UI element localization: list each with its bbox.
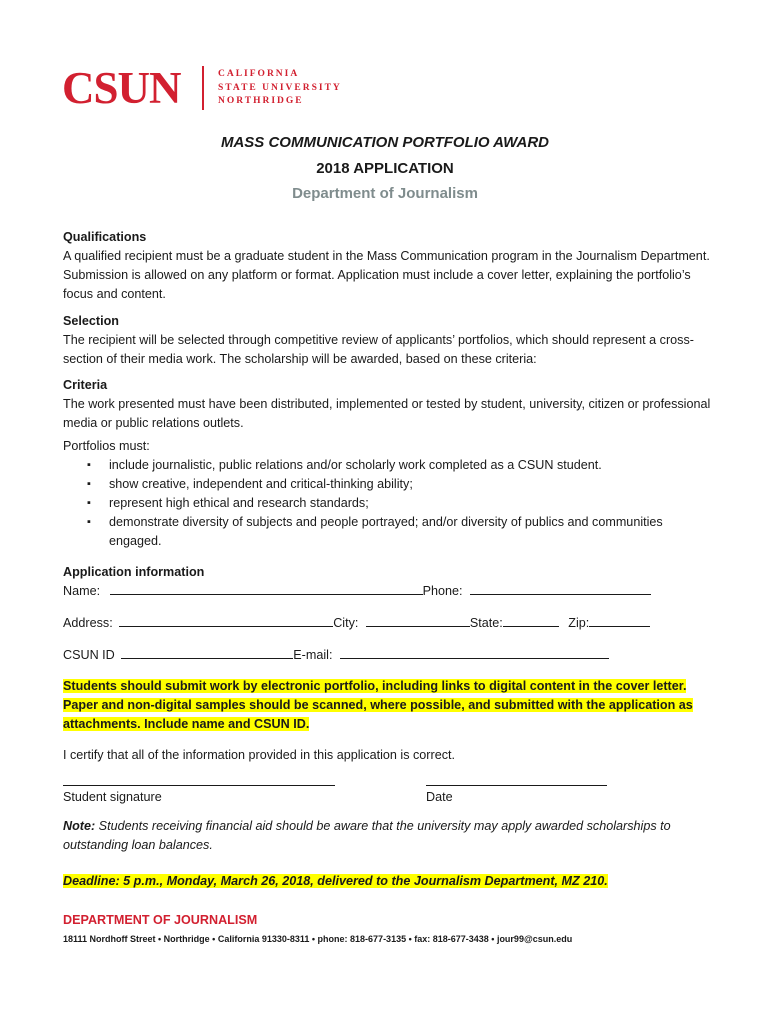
logo-divider (202, 66, 204, 110)
submission-instructions (63, 677, 713, 734)
zip-label: Zip: (568, 616, 590, 630)
criteria-list (63, 456, 713, 551)
qualifications-text: A qualified recipient must be a graduate student in the Mass Communication program in the Journalism Department. Submission is allowed on any platform or format. Application must include a cover letter, explaining the portfolio’s focus and content. (63, 249, 710, 301)
department-subtitle: Department of Journalism (292, 185, 478, 202)
phone-label: Phone: (422, 584, 463, 598)
csun-id-field[interactable] (121, 646, 293, 659)
footer-department: DEPARTMENT OF JOURNALISM (63, 913, 258, 927)
list-item: ▪ show creative, independent and critical-thinking ability; (63, 475, 713, 494)
id-email-row (63, 646, 609, 665)
application-info-heading: Application information (63, 565, 205, 579)
criteria-heading: Criteria (63, 378, 108, 392)
state-field[interactable] (503, 614, 559, 627)
financial-aid-note (63, 817, 723, 855)
selection-text: The recipient will be selected through competitive review of applicants’ portfolios, which should represent a cross-section of their media work. The scholarship will be awarded, based on these criteria: (63, 333, 694, 366)
note-label: Note: (63, 819, 96, 833)
name-field[interactable] (110, 582, 423, 595)
address-field[interactable] (119, 614, 333, 627)
highlighted-instructions: Students should submit work by electronic portfolio, including links to digital content in the cover letter. Paper and non-digital samples should be scanned, where possible, and submitted with the application as attachments. Include name and CSUN ID. (63, 679, 693, 731)
address-row (63, 614, 650, 633)
qualifications-heading: Qualifications (63, 230, 147, 244)
date-label: Date (426, 790, 453, 804)
logo-subtitle (218, 68, 342, 109)
logo-wordmark: CSUN (62, 63, 181, 113)
portfolios-intro: Portfolios must: (63, 439, 150, 453)
criteria-text: The work presented must have been distributed, implemented or tested by student, university, citizen or professional media or public relations outlets. (63, 397, 711, 430)
state-label: State: (469, 616, 503, 630)
qualifications-section (63, 228, 713, 304)
form-title: MASS COMMUNICATION PORTFOLIO AWARD (220, 134, 550, 151)
address-label: Address: (63, 616, 113, 630)
phone-field[interactable] (470, 582, 651, 595)
csun-id-label: CSUN ID (63, 648, 115, 662)
email-label: E-mail: (293, 648, 333, 662)
logo-line-3: NORTHRIDGE (218, 96, 304, 106)
selection-heading: Selection (63, 314, 119, 328)
name-label: Name: (63, 584, 101, 598)
logo-line-1: CALIFORNIA (218, 69, 300, 79)
city-field[interactable] (366, 614, 470, 627)
list-item: ▪ include journalistic, public relations and/or scholarly work completed as a CSUN student. (63, 456, 713, 475)
logo-line-2: STATE UNIVERSITY (218, 82, 342, 93)
name-phone-row (63, 582, 651, 601)
student-signature-line[interactable] (63, 785, 335, 786)
criteria-section (63, 376, 713, 551)
date-line[interactable] (426, 785, 607, 786)
list-item: ▪ demonstrate diversity of subjects and people portrayed; and/or diversity of publics and communities engaged. (63, 513, 713, 551)
email-field[interactable] (340, 646, 609, 659)
student-signature-label: Student signature (63, 790, 162, 804)
city-label: City: (333, 616, 359, 630)
deadline-text: Deadline: 5 p.m., Monday, March 26, 2018, delivered to the Journalism Department, MZ 210. (63, 874, 608, 888)
deadline-notice (63, 874, 608, 888)
note-text: Students receiving financial aid should be aware that the university may apply awarded scholarships to outstanding loan balances. (63, 819, 671, 852)
list-item: ▪ represent high ethical and research standards; (63, 494, 713, 513)
zip-field[interactable] (589, 614, 650, 627)
form-year-title: 2018 APPLICATION (316, 160, 454, 177)
footer-contact: 18111 Nordhoff Street • Northridge • California 91330-8311 • phone: 818-677-3135 • fax: 818-677-3438 • jour99@csun.edu (63, 934, 573, 944)
selection-section (63, 312, 713, 369)
certify-statement: I certify that all of the information provided in this application is correct. (63, 748, 455, 762)
